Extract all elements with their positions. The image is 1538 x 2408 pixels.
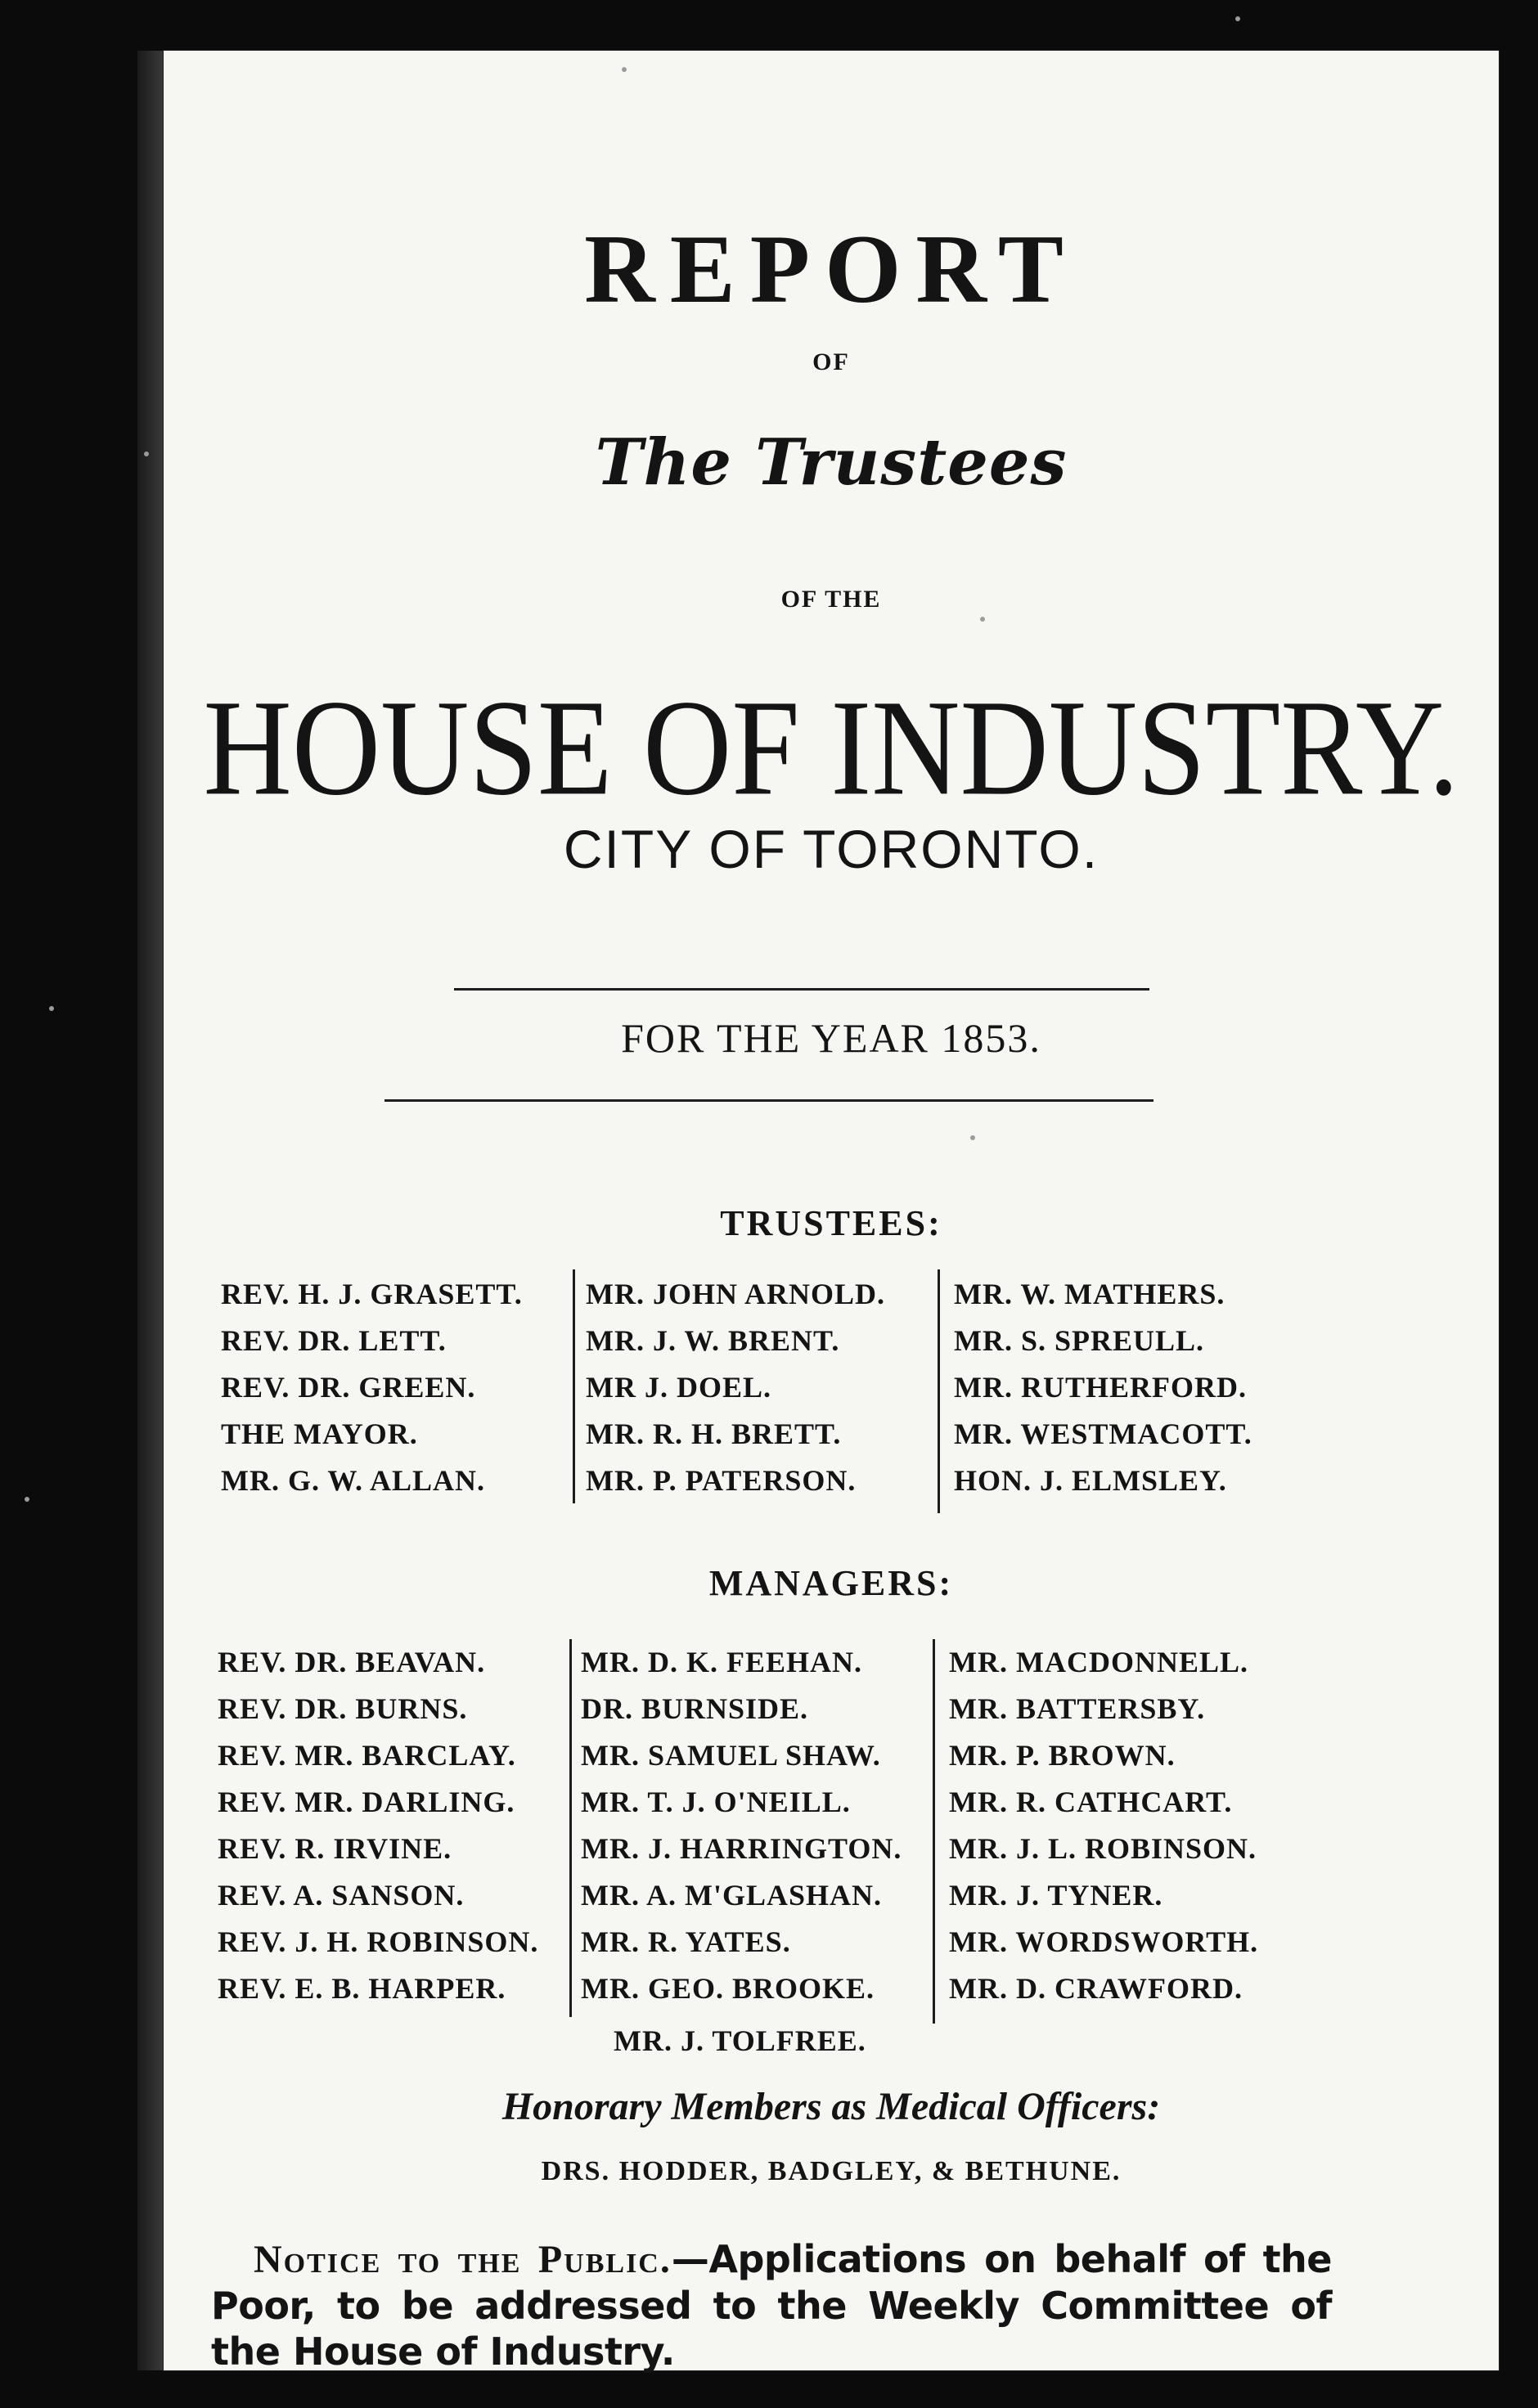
manager-name: MR. A. M'GLASHAN. bbox=[581, 1879, 882, 1912]
notice-body: —Applications on behalf of the Poor, to be addressed to the Weekly Committee of the House of Industry. bbox=[211, 2237, 1332, 2374]
manager-name: MR. R. YATES. bbox=[581, 1925, 791, 1958]
trustee-name: MR. RUTHERFORD. bbox=[954, 1371, 1247, 1404]
trustee-name: MR. J. W. BRENT. bbox=[586, 1324, 840, 1357]
manager-name: REV. MR. BARCLAY. bbox=[218, 1739, 516, 1772]
scan-speck bbox=[49, 1006, 54, 1011]
manager-name: REV. J. H. ROBINSON. bbox=[218, 1925, 539, 1958]
trustees-column-1 bbox=[221, 1271, 523, 1504]
trustee-name: MR. JOHN ARNOLD. bbox=[586, 1278, 885, 1310]
manager-name: MR. MACDONNELL. bbox=[949, 1646, 1248, 1678]
managers-column-2 bbox=[581, 1639, 902, 2012]
trustees-heading: TRUSTEES: bbox=[720, 1203, 942, 1243]
trustee-name: REV. DR. LETT. bbox=[221, 1324, 447, 1357]
scan-speck bbox=[25, 1497, 29, 1502]
managers-divider-1 bbox=[569, 1639, 572, 2017]
honorary-names: DRS. HODDER, BADGLEY, & BETHUNE. bbox=[541, 2156, 1122, 2186]
trustee-name: MR. S. SPREULL. bbox=[954, 1324, 1205, 1357]
manager-name: MR. GEO. BROOKE. bbox=[581, 1972, 875, 2005]
institution-title: HOUSE OF INDUSTRY. bbox=[203, 672, 1459, 824]
manager-name: MR. T. J. O'NEILL. bbox=[581, 1786, 851, 1818]
public-notice bbox=[211, 2236, 1332, 2374]
trustee-name: THE MAYOR. bbox=[221, 1417, 418, 1450]
trustee-name: HON. J. ELMSLEY. bbox=[954, 1464, 1227, 1497]
managers-column-1 bbox=[218, 1639, 538, 2012]
honorary-heading: Honorary Members as Medical Officers: bbox=[501, 2085, 1161, 2128]
page-edge-shadow bbox=[137, 51, 164, 2370]
manager-name: MR. D. K. FEEHAN. bbox=[581, 1646, 862, 1678]
year-line: FOR THE YEAR 1853. bbox=[621, 1015, 1041, 1061]
trustee-name: MR. G. W. ALLAN. bbox=[221, 1464, 486, 1497]
trustees-column-3 bbox=[954, 1271, 1252, 1504]
scan-speck bbox=[144, 452, 149, 456]
manager-name: MR. P. BROWN. bbox=[949, 1739, 1176, 1772]
trustee-name: MR. R. H. BRETT. bbox=[586, 1417, 842, 1450]
scan-speck bbox=[970, 1135, 975, 1140]
manager-name: REV. DR. BURNS. bbox=[218, 1692, 468, 1725]
trustee-name: REV. DR. GREEN. bbox=[221, 1371, 476, 1404]
scan-speck bbox=[622, 67, 627, 72]
manager-name-extra: MR. J. TOLFREE. bbox=[614, 2024, 866, 2057]
trustee-name: MR. P. PATERSON. bbox=[586, 1464, 857, 1497]
scan-speck bbox=[980, 617, 985, 622]
manager-name: MR. R. CATHCART. bbox=[949, 1786, 1233, 1818]
manager-name: MR. D. CRAWFORD. bbox=[949, 1972, 1243, 2005]
report-title: REPORT bbox=[584, 214, 1078, 323]
trustees-divider-1 bbox=[573, 1269, 575, 1503]
manager-name: REV. E. B. HARPER. bbox=[218, 1972, 506, 2005]
notice-lead: Notice to the Public. bbox=[254, 2238, 672, 2281]
manager-name: MR. WORDSWORTH. bbox=[949, 1925, 1259, 1958]
manager-name: MR. J. L. ROBINSON. bbox=[949, 1832, 1257, 1865]
manager-name: DR. BURNSIDE. bbox=[581, 1692, 809, 1725]
managers-heading: MANAGERS: bbox=[708, 1563, 954, 1603]
managers-column-3 bbox=[949, 1639, 1258, 2012]
trustee-name: MR. W. MATHERS. bbox=[954, 1278, 1225, 1310]
trustee-name: MR J. DOEL. bbox=[586, 1371, 771, 1404]
of-label: OF bbox=[812, 348, 850, 375]
manager-name: REV. MR. DARLING. bbox=[218, 1786, 515, 1818]
trustee-name: MR. WESTMACOTT. bbox=[954, 1417, 1252, 1450]
manager-name: REV. A. SANSON. bbox=[218, 1879, 465, 1912]
trustees-column-2 bbox=[586, 1271, 885, 1504]
city-line: CITY OF TORONTO. bbox=[563, 819, 1100, 879]
manager-name: MR. J. HARRINGTON. bbox=[581, 1832, 902, 1865]
manager-name: REV. DR. BEAVAN. bbox=[218, 1646, 486, 1678]
manager-name: MR. SAMUEL SHAW. bbox=[581, 1739, 881, 1772]
top-rule bbox=[454, 988, 1149, 991]
bottom-rule bbox=[384, 1099, 1154, 1102]
trustees-divider-2 bbox=[938, 1269, 940, 1513]
scan-speck bbox=[1235, 16, 1240, 21]
the-trustees-heading: The Trustees bbox=[595, 425, 1068, 500]
manager-name: MR. J. TYNER. bbox=[949, 1879, 1163, 1912]
manager-name: MR. BATTERSBY. bbox=[949, 1692, 1206, 1725]
trustee-name: REV. H. J. GRASETT. bbox=[221, 1278, 523, 1310]
of-the-label: OF THE bbox=[780, 586, 882, 613]
managers-divider-2 bbox=[933, 1639, 935, 2024]
manager-name: REV. R. IRVINE. bbox=[218, 1832, 452, 1865]
